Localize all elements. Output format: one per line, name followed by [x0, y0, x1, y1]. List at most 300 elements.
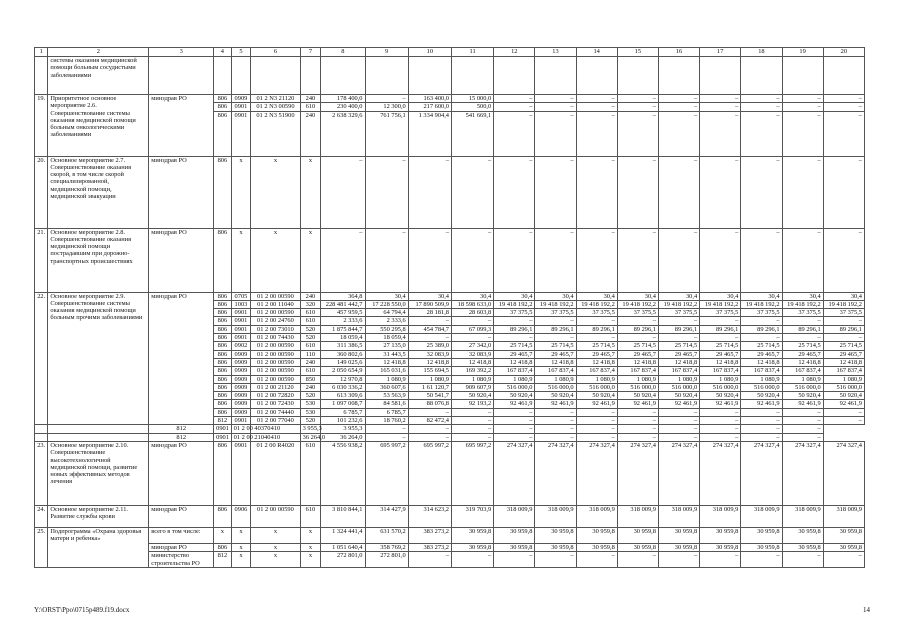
table-cell: –	[700, 425, 741, 433]
table-cell: –	[823, 95, 864, 103]
table-cell: –	[823, 111, 864, 156]
table-cell: 01 2 00 00590	[251, 375, 300, 383]
table-cell: –	[617, 317, 658, 325]
table-cell: 30 959,8	[452, 527, 494, 543]
budget-table	[34, 47, 865, 568]
column-number-6: 6	[251, 48, 300, 57]
table-cell: –	[658, 228, 699, 292]
table-cell: 23.	[35, 441, 48, 505]
table-cell: 82 472,4	[408, 417, 451, 425]
table-cell	[48, 425, 149, 433]
table-cell: Основное мероприятие 2.7. Совершенствование оказания скорой, в том числе скорой специализированной, медицинской помощи, медицинской эвакуации	[48, 156, 149, 228]
table-cell: 01 2 00 21040	[231, 433, 251, 441]
table-cell: 92 461,9	[494, 400, 535, 408]
table-cell: 30,4	[658, 292, 699, 300]
table-cell: 01 2 00 00590	[251, 358, 300, 366]
table-cell: х	[214, 527, 232, 543]
table-cell: 50 541,7	[408, 392, 451, 400]
table-cell: 550 295,8	[365, 325, 408, 333]
table-cell: 0901	[231, 103, 251, 111]
table-cell: –	[741, 103, 782, 111]
table-cell: –	[658, 408, 699, 416]
table-cell: 761 756,1	[365, 111, 408, 156]
table-cell: 1 334 904,4	[408, 111, 451, 156]
table-cell: 50 920,4	[452, 392, 494, 400]
table-cell	[494, 57, 535, 95]
table-cell: –	[617, 433, 658, 441]
table-cell: 37 375,5	[700, 309, 741, 317]
table-row	[35, 527, 865, 543]
table-cell: –	[700, 228, 741, 292]
column-number-13: 13	[535, 48, 576, 57]
table-cell: –	[452, 408, 494, 416]
table-cell: –	[782, 334, 823, 342]
table-cell: –	[535, 552, 576, 568]
table-cell: 01 2 00 00590	[251, 292, 300, 300]
table-cell: –	[741, 111, 782, 156]
table-cell: минздрав РО	[149, 441, 214, 505]
table-cell: 25 714,5	[494, 342, 535, 350]
table-cell: –	[576, 156, 617, 228]
table-cell: 806	[214, 505, 232, 527]
table-cell: 500,0	[452, 103, 494, 111]
table-cell: 240	[300, 95, 321, 103]
table-cell: 163 400,0	[408, 95, 451, 103]
table-cell: 1 080,9	[576, 375, 617, 383]
table-cell: 12 418,8	[576, 358, 617, 366]
table-cell: 92 193,2	[452, 400, 494, 408]
table-cell: 37 375,5	[782, 309, 823, 317]
table-cell: 12 418,8	[535, 358, 576, 366]
table-cell: 32 083,9	[452, 350, 494, 358]
table-cell: 541 669,1	[452, 111, 494, 156]
table-cell: 19 418 192,2	[658, 300, 699, 308]
table-cell: 1 080,9	[782, 375, 823, 383]
table-cell: 167 837,4	[535, 367, 576, 375]
table-cell: –	[494, 317, 535, 325]
table-cell: –	[576, 425, 617, 433]
table-row	[35, 228, 865, 292]
table-cell: 30,4	[408, 292, 451, 300]
table-cell: х	[251, 527, 300, 543]
table-cell: 30 959,8	[741, 527, 782, 543]
table-cell: 806	[214, 400, 232, 408]
table-cell: –	[576, 103, 617, 111]
table-cell: 29 465,7	[658, 350, 699, 358]
table-cell: 806	[214, 408, 232, 416]
table-cell: –	[408, 334, 451, 342]
table-cell: –	[782, 317, 823, 325]
table-cell: –	[617, 103, 658, 111]
table-cell: 1 080,9	[408, 375, 451, 383]
table-cell	[231, 57, 251, 95]
table-cell: –	[535, 317, 576, 325]
table-cell: 0909	[231, 367, 251, 375]
table-cell: 25 714,5	[741, 342, 782, 350]
table-cell: минздрав РО	[149, 505, 214, 527]
table-cell: 240	[300, 358, 321, 366]
table-cell: 30 959,8	[700, 527, 741, 543]
table-cell: 0906	[231, 505, 251, 527]
table-cell: 18 598 633,0	[452, 300, 494, 308]
table-cell: 1 080,9	[823, 375, 864, 383]
table-cell: 18 059,4	[321, 334, 365, 342]
table-cell: 274 327,4	[700, 441, 741, 505]
table-cell: 1 080,9	[535, 375, 576, 383]
table-cell: 19 418 192,2	[494, 300, 535, 308]
table-cell: 84 581,6	[365, 400, 408, 408]
table-cell: 12 418,8	[365, 358, 408, 366]
table-cell: –	[700, 552, 741, 568]
table-cell: –	[576, 111, 617, 156]
table-row	[35, 292, 865, 300]
table-cell	[149, 57, 214, 95]
table-cell: –	[535, 111, 576, 156]
table-cell: –	[700, 433, 741, 441]
table-cell: 29 465,7	[741, 350, 782, 358]
table-cell: 25 389,0	[408, 342, 451, 350]
table-cell: 30,4	[576, 292, 617, 300]
table-cell: –	[408, 408, 451, 416]
table-cell: –	[782, 95, 823, 103]
table-cell: 17 890 509,9	[408, 300, 451, 308]
table-cell: 89 296,1	[700, 325, 741, 333]
table-row	[35, 505, 865, 527]
table-cell: –	[535, 433, 576, 441]
table-cell: –	[576, 417, 617, 425]
table-cell	[658, 57, 699, 95]
table-cell: 27 342,0	[452, 342, 494, 350]
column-number-1: 1	[35, 48, 48, 57]
table-cell: –	[782, 408, 823, 416]
table-cell: 167 837,4	[782, 367, 823, 375]
table-cell: –	[617, 334, 658, 342]
table-cell: 30 959,8	[535, 527, 576, 543]
table-cell: –	[408, 433, 451, 441]
table-cell: 2 333,6	[365, 317, 408, 325]
table-cell: 89 296,1	[823, 325, 864, 333]
table-cell: х	[300, 552, 321, 568]
table-cell: –	[658, 95, 699, 103]
table-cell: 17 228 550,0	[365, 300, 408, 308]
table-cell: –	[576, 317, 617, 325]
table-cell: 12 418,8	[700, 358, 741, 366]
table-cell: –	[535, 103, 576, 111]
table-cell: 1 080,9	[494, 375, 535, 383]
column-number-7: 7	[300, 48, 321, 57]
table-cell: 19 418 192,2	[617, 300, 658, 308]
table-cell: 850	[300, 375, 321, 383]
table-row	[35, 425, 865, 433]
table-cell: –	[617, 228, 658, 292]
table-cell: 167 837,4	[494, 367, 535, 375]
table-cell: 12 418,8	[741, 358, 782, 366]
table-cell: 64 794,4	[365, 309, 408, 317]
table-cell: 1 080,9	[658, 375, 699, 383]
table-cell: 29 465,7	[823, 350, 864, 358]
table-cell: 274 327,4	[658, 441, 699, 505]
table-cell: 36 264,0	[300, 433, 321, 441]
table-cell	[741, 57, 782, 95]
table-cell: 318 009,9	[700, 505, 741, 527]
table-cell: –	[782, 425, 823, 433]
table-cell: –	[452, 334, 494, 342]
table-cell: 30,4	[452, 292, 494, 300]
table-cell: 6 030 336,2	[321, 383, 365, 391]
table-cell: 1003	[231, 300, 251, 308]
table-cell: 318 009,9	[535, 505, 576, 527]
table-cell: минздрав РО	[149, 543, 214, 551]
column-number-19: 19	[782, 48, 823, 57]
table-cell: 01 2 00 74440	[251, 408, 300, 416]
table-cell	[35, 433, 48, 441]
table-cell: 30 959,8	[658, 543, 699, 551]
table-cell: 806	[214, 228, 232, 292]
table-cell: 610	[300, 505, 321, 527]
table-cell: 29 465,7	[494, 350, 535, 358]
table-cell: 806	[214, 300, 232, 308]
table-cell: –	[782, 103, 823, 111]
table-cell: 516 000,0	[494, 383, 535, 391]
table-cell: х	[300, 228, 321, 292]
table-cell: 610	[300, 309, 321, 317]
table-cell: –	[741, 425, 782, 433]
table-cell: х	[231, 527, 251, 543]
table-cell: 0901	[231, 309, 251, 317]
table-cell	[782, 57, 823, 95]
table-cell: 167 837,4	[700, 367, 741, 375]
table-cell: 360 802,6	[321, 350, 365, 358]
table-cell	[700, 57, 741, 95]
table-cell: –	[452, 317, 494, 325]
table-cell: –	[494, 417, 535, 425]
table-cell: 217 600,0	[408, 103, 451, 111]
table-cell: 383 273,2	[408, 527, 451, 543]
table-cell: 92 461,9	[823, 400, 864, 408]
table-cell: –	[658, 103, 699, 111]
table-cell: 2 050 654,9	[321, 367, 365, 375]
table-cell: 806	[214, 95, 232, 103]
table-cell: 0909	[231, 400, 251, 408]
table-cell: х	[300, 527, 321, 543]
file-path: Y:\ORST\Ppo\0715p489.f19.docx	[34, 606, 130, 614]
table-cell: –	[576, 433, 617, 441]
table-cell: 806	[214, 392, 232, 400]
table-cell: х	[231, 228, 251, 292]
table-cell: 806	[214, 156, 232, 228]
table-cell: 19 418 192,2	[741, 300, 782, 308]
table-cell: 92 461,9	[700, 400, 741, 408]
table-cell: 30 959,8	[617, 527, 658, 543]
table-cell: х	[231, 543, 251, 551]
table-cell	[300, 57, 321, 95]
table-cell: –	[658, 111, 699, 156]
column-number-9: 9	[365, 48, 408, 57]
table-cell: 318 009,9	[576, 505, 617, 527]
column-number-12: 12	[494, 48, 535, 57]
table-cell: –	[700, 317, 741, 325]
table-cell: 19 418 192,2	[823, 300, 864, 308]
table-cell: 3 955,3	[300, 425, 321, 433]
table-cell: 27 135,0	[365, 342, 408, 350]
table-cell: 25 714,5	[782, 342, 823, 350]
table-cell: 806	[214, 325, 232, 333]
table-cell: 01 2 N3 51900	[251, 111, 300, 156]
table-cell: 89 296,1	[782, 325, 823, 333]
table-row	[35, 95, 865, 103]
table-cell: –	[782, 111, 823, 156]
table-cell: 806	[214, 350, 232, 358]
table-cell: –	[658, 317, 699, 325]
table-cell: 12 418,8	[782, 358, 823, 366]
table-cell: 92 461,9	[741, 400, 782, 408]
table-cell: 18 760,2	[365, 417, 408, 425]
table-cell: 1 097 008,7	[321, 400, 365, 408]
table-cell: 01 2 00 00590	[251, 367, 300, 375]
table-cell: 806	[214, 358, 232, 366]
table-cell: 318 009,9	[617, 505, 658, 527]
table-cell: 88 076,8	[408, 400, 451, 408]
table-header	[35, 48, 865, 57]
table-cell: 92 461,9	[535, 400, 576, 408]
table-cell: 274 327,4	[617, 441, 658, 505]
table-cell: –	[576, 552, 617, 568]
table-row	[35, 433, 865, 441]
table-cell: 12 300,0	[365, 103, 408, 111]
table-cell: 167 837,4	[658, 367, 699, 375]
table-cell: –	[700, 417, 741, 425]
table-cell: 30 959,8	[782, 527, 823, 543]
table-cell	[617, 57, 658, 95]
page-number: 14	[863, 606, 870, 614]
table-cell: –	[365, 228, 408, 292]
table-cell: 01 2 00 00590	[251, 350, 300, 358]
table-cell: 01 2 00 74430	[251, 334, 300, 342]
table-cell: 167 837,4	[576, 367, 617, 375]
table-cell: 12 418,8	[494, 358, 535, 366]
table-cell: –	[321, 156, 365, 228]
table-cell: 30,4	[617, 292, 658, 300]
table-cell: 89 296,1	[741, 325, 782, 333]
table-cell: –	[658, 156, 699, 228]
table-cell: 30,4	[741, 292, 782, 300]
table-cell: 0909	[231, 350, 251, 358]
table-cell: 30 959,8	[617, 543, 658, 551]
table-cell: 37 375,5	[576, 309, 617, 317]
table-cell: 274 327,4	[823, 441, 864, 505]
table-cell: 25 714,5	[658, 342, 699, 350]
table-cell: 0901	[214, 433, 232, 441]
table-cell: 30 959,8	[823, 527, 864, 543]
table-cell: 516 000,0	[823, 383, 864, 391]
table-cell: 358 769,2	[365, 543, 408, 551]
table-cell: 01 2 00 R4020	[251, 441, 300, 505]
table-cell: 1 080,9	[365, 375, 408, 383]
table-cell: –	[823, 156, 864, 228]
table-cell: –	[700, 408, 741, 416]
table-cell: 29 465,7	[617, 350, 658, 358]
table-cell: Приоритетное основное мероприятие 2.6. Совершенствование системы оказания медицинской помощи больным онкологическими заболеваниями	[48, 95, 149, 157]
table-cell: 01 2 00 40370	[231, 425, 251, 433]
table-cell: –	[741, 417, 782, 425]
table-cell: 92 461,9	[576, 400, 617, 408]
table-cell: –	[700, 95, 741, 103]
table-cell: 274 327,4	[741, 441, 782, 505]
table-cell: 318 009,9	[741, 505, 782, 527]
table-cell: –	[494, 95, 535, 103]
table-cell: 1 080,9	[617, 375, 658, 383]
table-cell: 0705	[231, 292, 251, 300]
table-cell: –	[408, 552, 451, 568]
table-cell: 12 418,8	[658, 358, 699, 366]
table-cell: 01 2 00 21120	[251, 383, 300, 391]
table-cell: 0901	[214, 425, 232, 433]
table-cell: 516 000,0	[535, 383, 576, 391]
table-cell: 806	[214, 111, 232, 156]
table-cell: 50 920,4	[658, 392, 699, 400]
table-cell: 92 461,9	[617, 400, 658, 408]
table-cell: 01 2 00 24760	[251, 317, 300, 325]
table-cell: –	[452, 156, 494, 228]
table-cell: 30 959,8	[494, 527, 535, 543]
table-cell: 230 400,0	[321, 103, 365, 111]
table-cell: 89 296,1	[576, 325, 617, 333]
table-cell: 01 2 N3 21120	[251, 95, 300, 103]
table-cell: 0909	[231, 383, 251, 391]
table-cell: 30 959,8	[823, 543, 864, 551]
table-cell: 24.	[35, 505, 48, 527]
table-cell: –	[576, 408, 617, 416]
table-cell: 32 083,9	[408, 350, 451, 358]
table-cell: 30 959,8	[658, 527, 699, 543]
table-cell: 274 327,4	[535, 441, 576, 505]
table-cell: 01 2 00 11040	[251, 300, 300, 308]
table-cell: 30 959,8	[535, 543, 576, 551]
table-cell: Основное мероприятие 2.10. Совершенствование высокотехнологичной медицинской помощи, развитие новых эффективных методов лечения	[48, 441, 149, 505]
table-cell: 22.	[35, 292, 48, 425]
table-cell: 0901	[231, 334, 251, 342]
table-cell: 314 427,9	[365, 505, 408, 527]
table-cell: 18 059,4	[365, 334, 408, 342]
column-number-10: 10	[408, 48, 451, 57]
table-cell: 320	[300, 300, 321, 308]
table-cell: –	[617, 156, 658, 228]
table-cell: –	[408, 228, 451, 292]
table-cell: 410	[251, 425, 300, 433]
table-cell: –	[782, 417, 823, 425]
table-cell: 272 801,0	[321, 552, 365, 568]
table-cell: 01 2 00 00590	[251, 342, 300, 350]
table-cell: –	[365, 95, 408, 103]
table-cell: 50 920,4	[700, 392, 741, 400]
table-cell: 695 997,2	[452, 441, 494, 505]
table-cell	[251, 57, 300, 95]
table-cell: –	[700, 103, 741, 111]
table-cell: 67 099,3	[452, 325, 494, 333]
table-cell: –	[452, 228, 494, 292]
table-cell: 155 694,5	[408, 367, 451, 375]
table-cell: Основное мероприятие 2.8. Совершенствование оказания медицинской помощи пострадавшим при дорожно-транспортных происшествиях	[48, 228, 149, 292]
table-cell: 110	[300, 350, 321, 358]
column-number-4: 4	[214, 48, 232, 57]
table-cell: –	[494, 156, 535, 228]
table-cell: 37 375,5	[494, 309, 535, 317]
table-cell: –	[617, 111, 658, 156]
table-cell: –	[782, 228, 823, 292]
table-cell: –	[823, 228, 864, 292]
table-cell: 806	[214, 375, 232, 383]
table-cell: 520	[300, 392, 321, 400]
